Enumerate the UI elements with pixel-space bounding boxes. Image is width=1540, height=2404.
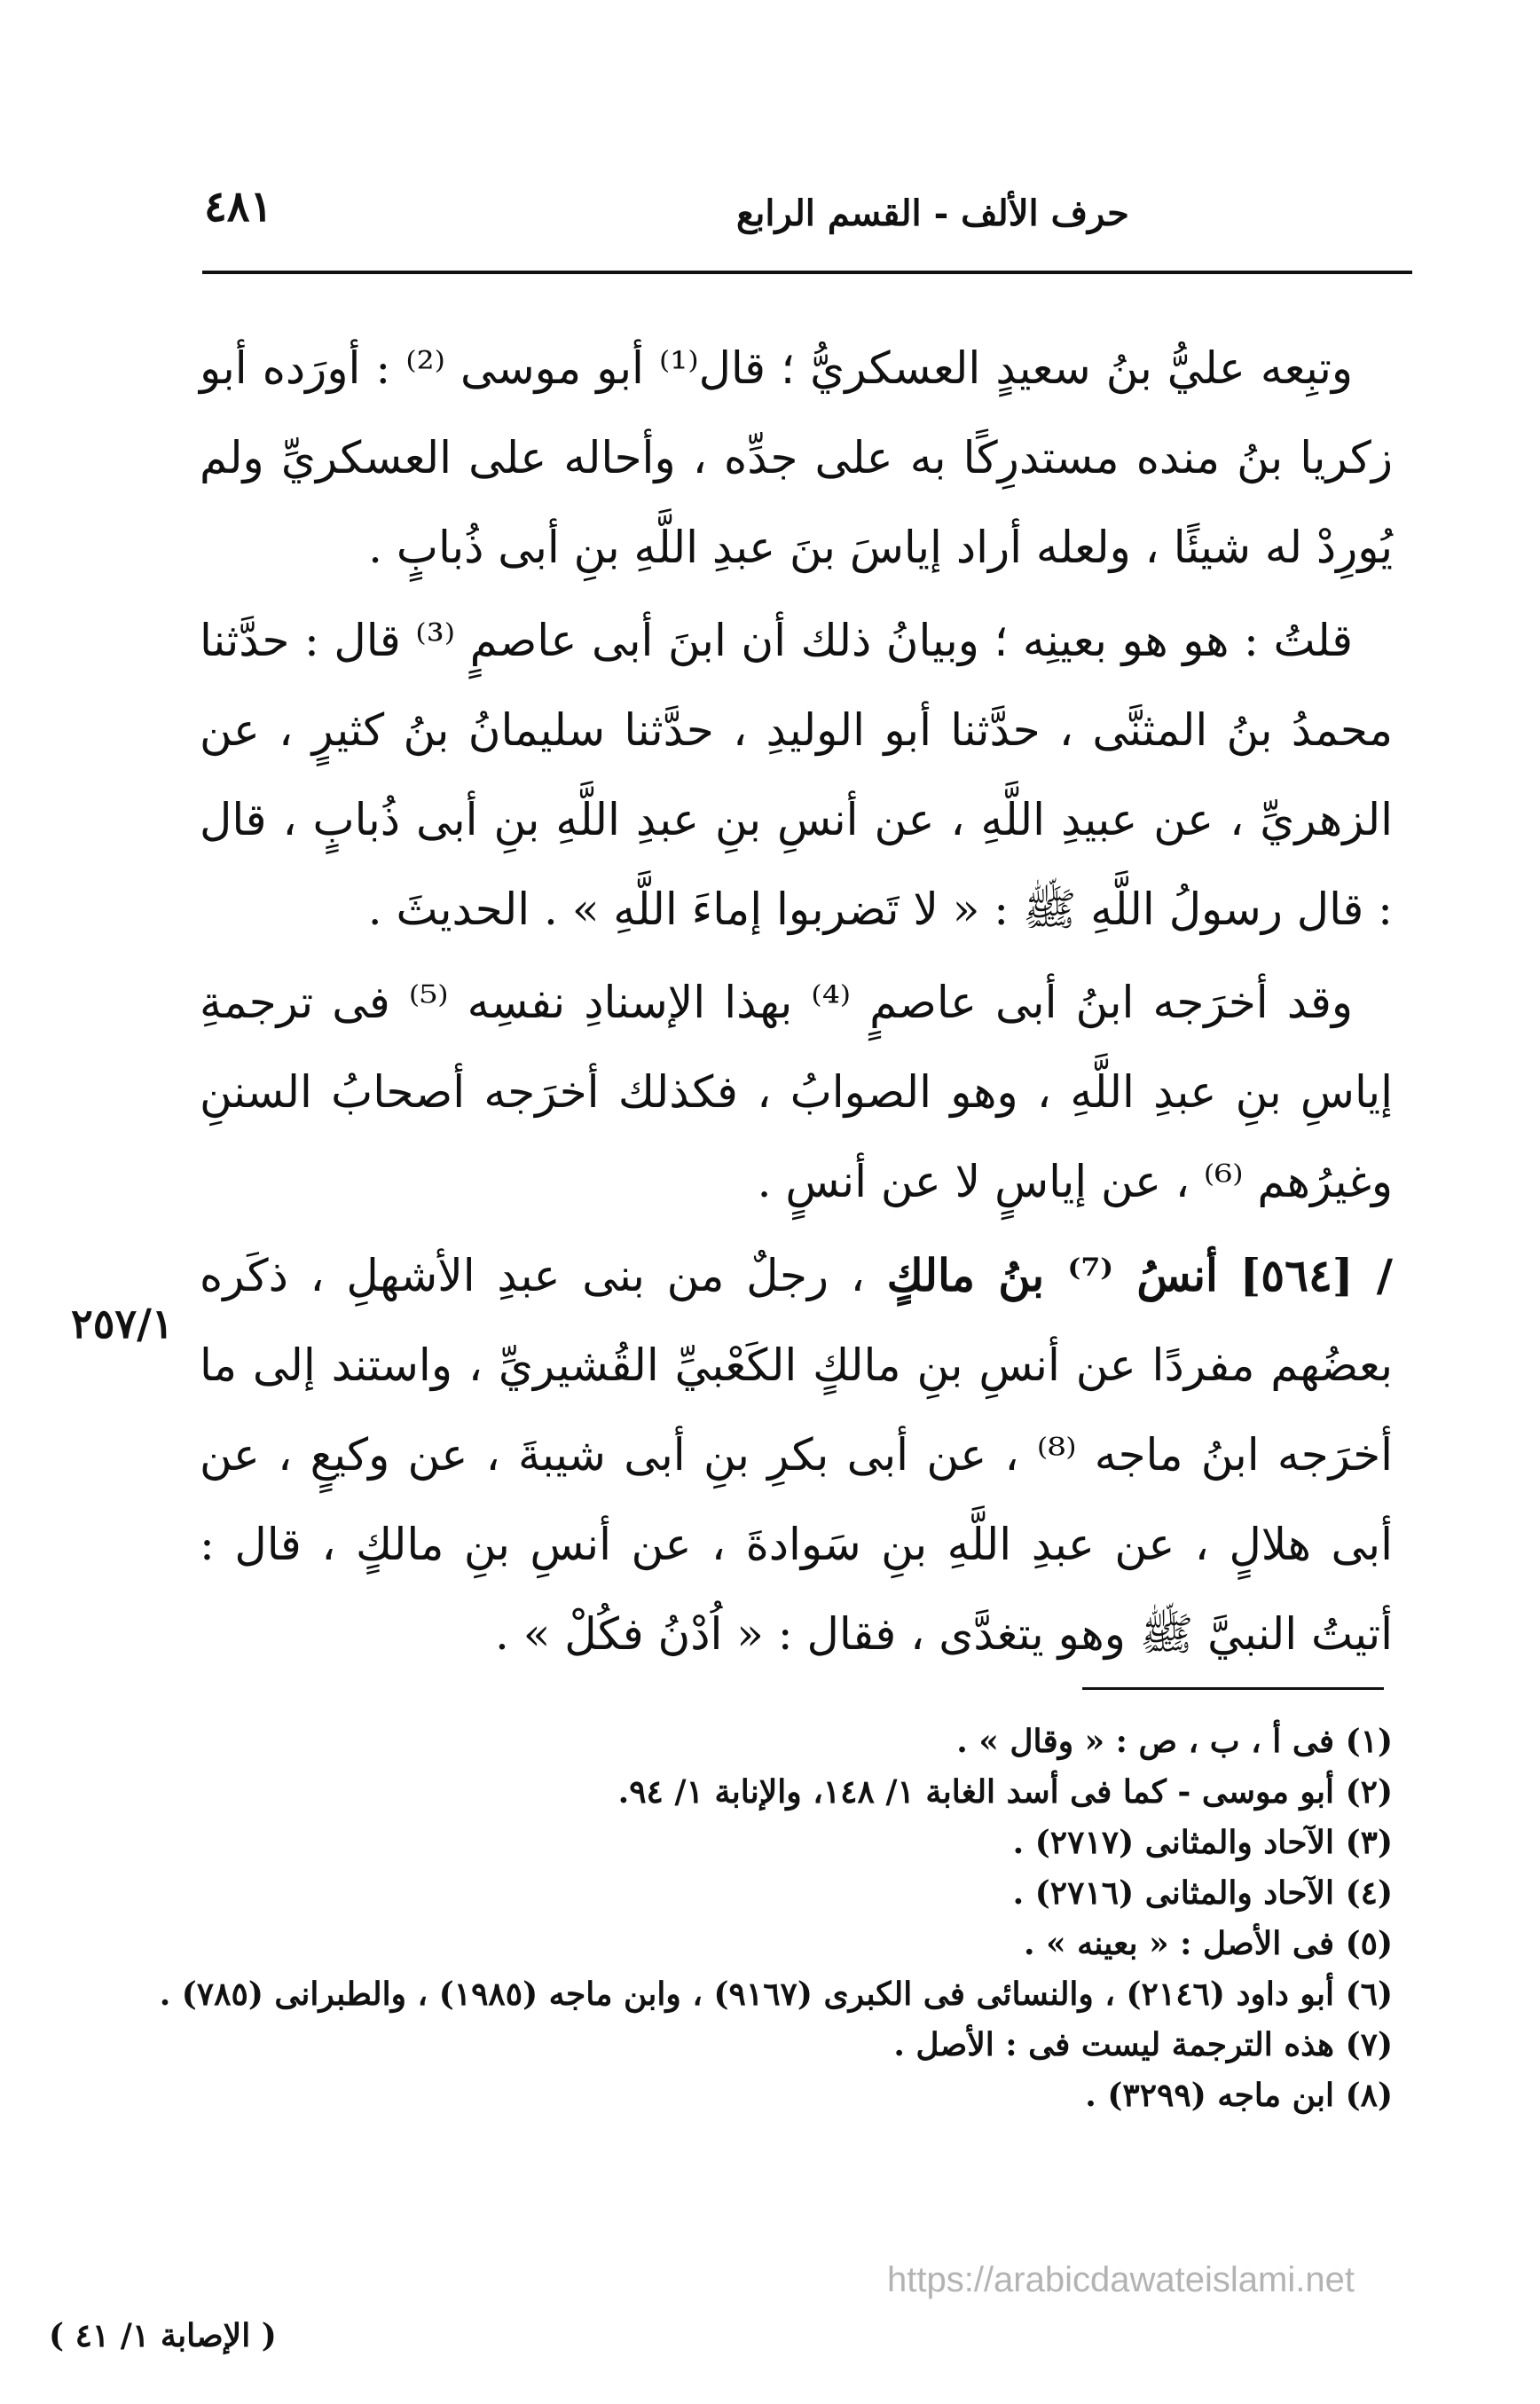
margin-reference: ٢٥٧/١ xyxy=(71,1300,174,1347)
page-number: ٤٨١ xyxy=(204,182,273,232)
running-title: حرف الألف - القسم الرابع xyxy=(736,192,1129,234)
source-reference: ( الإصابة ١/ ٤١ ) xyxy=(49,2317,277,2354)
paragraph: قلتُ : هو هو بعينِه ؛ وبيانُ ذلك أن ابنَ أبى عاصمٍ ⁽³⁾ قال : حدَّثنا محمدُ بنُ المثنَّى ، حدَّثنا أبو الوليدِ ، حدَّثنا سليمانُ بنُ كثيرٍ ، عن الزهريِّ ، عن عبيدِ اللَّهِ ، عن أنسِ بنِ عبدِ اللَّهِ بنِ أبى ذُبابٍ ، قال : قال رسولُ اللَّهِ ﷺ : « لا تَضربوا إماءَ اللَّهِ » . الحديثَ . xyxy=(200,615,1393,935)
entry-name: أنسُ ⁽⁷⁾ بنُ مالكٍ xyxy=(886,1249,1218,1301)
footnote: (٧) هذه الترجمة ليست فى : الأصل . xyxy=(893,2026,1393,2063)
footnote-rule xyxy=(1082,1687,1384,1690)
footnote: (٣) الآحاد والمثانى (٢٧١٧) . xyxy=(1012,1824,1393,1861)
footnote: (٦) أبو داود (٢١٤٦) ، والنسائى فى الكبرى (٩١٦٧) ، وابن ماجه (١٩٨٥) ، والطبرانى (٧٨٥) . xyxy=(159,1976,1393,2013)
footnotes xyxy=(159,1717,1393,2121)
entry-paragraph xyxy=(200,1230,1393,1679)
entry-marker: / [٥٦٤] xyxy=(1239,1249,1393,1301)
entry-text: ، رجلٌ من بنى عبدِ الأشهلِ ، ذكَره بعضُهم مفردًا عن أنسِ بنِ مالكٍ الكَعْبيِّ القُشيريِّ ، واستند إلى ما أخرَجه ابنُ ماجه ⁽⁸⁾ ، عن أبى بكرِ بنِ أبى شيبةَ ، عن وكيعٍ ، عن أبى هلالٍ ، عن عبدِ اللَّهِ بنِ سَوادةَ ، عن أنسِ بنِ مالكٍ ، قال : أتيتُ النبيَّ ﷺ وهو يتغدَّى ، فقال : « اُدْنُ فكُلْ » . xyxy=(200,1250,1394,1660)
watermark-url: https://arabicdawateislami.net xyxy=(887,2260,1355,2299)
footnote: (٤) الآحاد والمثانى (٢٧١٦) . xyxy=(1012,1874,1393,1912)
footnote: (١) فى أ ، ب ، ص : « وقال » . xyxy=(956,1723,1393,1760)
paragraph: وتبِعه عليُّ بنُ سعيدٍ العسكريُّ ؛ قال⁽¹⁾ أبو موسى ⁽²⁾ : أورَده أبو زكريا بنُ منده مستدرِكًا به على جدِّه ، وأحاله على العسكريِّ ولم يُورِدْ له شيئًا ، ولعله أراد إياسَ بنَ عبدِ اللَّهِ بنِ أبى ذُبابٍ . xyxy=(200,342,1393,573)
running-header xyxy=(204,182,1410,253)
main-text xyxy=(200,324,1393,1679)
footnote: (٨) ابن ماجه (٣٢٩٩) . xyxy=(1085,2077,1393,2114)
footnote: (٥) فى الأصل : « بعينه » . xyxy=(1024,1925,1393,1962)
header-rule xyxy=(202,271,1412,274)
footnote: (٢) أبو موسى - كما فى أسد الغابة ١/ ١٤٨، والإنابة ١/ ٩٤. xyxy=(617,1773,1393,1811)
paragraph: وقد أخرَجه ابنُ أبى عاصمٍ ⁽⁴⁾ بهذا الإسنادِ نفسِه ⁽⁵⁾ فى ترجمةِ إياسِ بنِ عبدِ اللَّهِ ، وهو الصوابُ ، فكذلك أخرَجه أصحابُ السننِ وغيرُهم ⁽⁶⁾ ، عن إياسٍ لا عن أنسٍ . xyxy=(200,977,1393,1207)
